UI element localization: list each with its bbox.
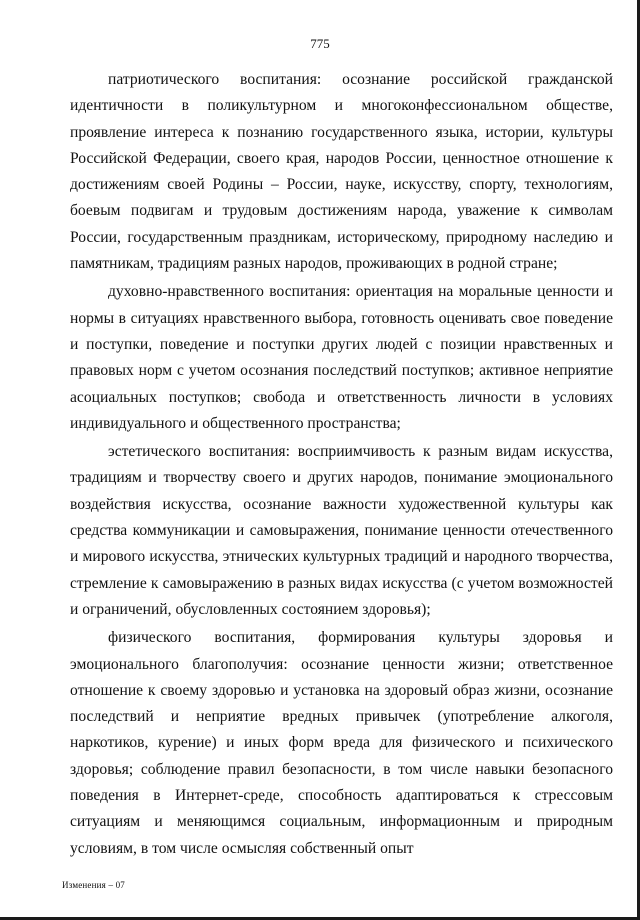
document-body [70,67,613,864]
paragraph-spiritual-moral-education: духовно-нравственного воспитания: ориентация на моральные ценности и нормы в ситуациях нравственного выбора, готовность оценивать свое поведение и поступки, поведение и поступки других людей с позиции нравственных и правовых норм с учетом осознания последствий поступков; активное неприятие асоциальных поступков; свобода и ответственность личности в условиях индивидуального и общественного пространства; [70,283,613,432]
footer-revision-note: Изменения – 07 [62,880,126,890]
page-number: 775 [310,36,330,51]
paragraph-aesthetic-education: эстетического воспитания: восприимчивость к разным видам искусства, традициям и творчеству своего и других народов, понимание эмоционального воздействия искусства, осознание важности художественной культуры как средства коммуникации и самовыражения, понимание ценности отечественного и мирового искусства, этнических культурных традиций и народного творчества, стремление к самовыражению в разных видах искусства (с учетом возможностей и ограничений, обусловленных состоянием здоровья); [70,443,613,618]
paragraph-patriotic-education: патриотического воспитания: осознание российской гражданской идентичности в поликультурном и многоконфессиональном обществе, проявление интереса к познанию государственного языка, истории, культуры Российской Федерации, своего края, народов России, ценностное отношение к достижениям своей Родины – России, науке, искусству, спорту, технологиям, боевым подвигам и трудовым достижениям народа, уважение к символам России, государственным праздникам, историческому, природному наследию и памятникам, традициям разных народов, проживающих в родной стране; [70,71,613,273]
paragraph-physical-education: физического воспитания, формирования культуры здоровья и эмоционального благополучия: осознание ценности жизни; ответственное отношение к своему здоровью и установка на здоровый образ жизни, осознание последствий и неприятие вредных привычек (употребление алкоголя, наркотиков, курение) и иных форм вреда для физического и психического здоровья; соблюдение правил безопасности, в том числе навыки безопасного поведения в Интернет-среде, способность адаптироваться к стрессовым ситуациям и меняющимся социальным, информационным и природным условиям, в том числе осмысляя собственный опыт [70,629,613,857]
